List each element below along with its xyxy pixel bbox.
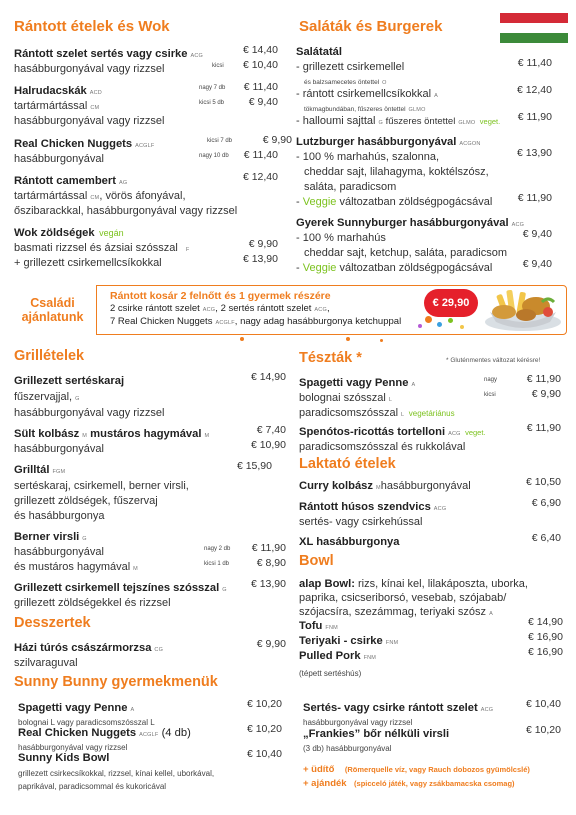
section-title-fried-wok: Rántott ételek és Wok xyxy=(14,18,170,35)
menu-item-sub: hasábburgonyával vagy rizzsel xyxy=(14,115,165,127)
menu-item-wok: Wok zöldségek vegán xyxy=(14,227,124,239)
hungarian-flag-icon xyxy=(500,13,568,43)
menu-item-note: (tépett sertéshús) xyxy=(299,669,362,678)
menu-item-sub: saláta, paradicsom xyxy=(304,181,397,193)
menu-item-salad-plate: Salátatál xyxy=(296,46,343,58)
menu-item-sub: - 100 % marhahús, szalonna, € 13,90 xyxy=(296,147,552,163)
menu-item-nuggets: Real Chicken Nuggets ACGLF kicsi 7 db € 9,90 xyxy=(14,134,292,150)
menu-item-sub: őszibarackkal, hasábburgonyával vagy rizzsel xyxy=(14,205,238,217)
menu-item-frankies: „Frankies” bőr nélküli virsli € 10,20 xyxy=(303,724,561,740)
menu-item-sub: sertéskaraj, csirkemell, berner virsli, xyxy=(14,480,189,492)
menu-item-kids-bowl: Sunny Kids Bowl € 10,40 xyxy=(18,748,282,764)
kids-extra-drink: + üdítő (Römerquelle víz, vagy Rauch dobozos gyümölcslé) xyxy=(303,764,530,775)
menu-item-sub: paradicsomszósszal L vegetáriánus xyxy=(299,407,455,419)
family-offer-title: Rántott kosár 2 felnőtt és 1 gyermek részére xyxy=(110,290,331,302)
menu-item-sub: - Veggie változatban zöldségpogácsával € 9,40 xyxy=(296,258,552,274)
menu-item-xl-fries: XL hasábburgonya € 6,40 xyxy=(299,532,561,548)
decor-dot xyxy=(380,339,383,342)
decor-dot xyxy=(425,316,432,323)
decor-dot xyxy=(448,318,453,323)
menu-item-sub: grillezett zöldségekkel és rizzsel xyxy=(14,597,171,609)
menu-item-note: (3 db) hasábburgonyával xyxy=(303,744,392,753)
menu-item-note: paprikával, paradicsommal és kukoricával xyxy=(18,782,167,791)
family-offer-label: Családi ajánlatunk xyxy=(9,285,97,335)
menu-item-sub: paradicsomszósszal és rukkolával xyxy=(299,441,466,453)
menu-item-grill-plate: Grilltál FGM € 15,90 xyxy=(14,460,272,476)
menu-item-sub: hasábburgonyával € 10,90 xyxy=(14,439,286,455)
menu-item-note: és balzsamecetes öntettel O xyxy=(304,79,387,86)
section-title-salads-burgers: Saláták és Burgerek xyxy=(299,18,443,35)
menu-item-sub: cheddar sajt, lilahagyma, koktélszósz, xyxy=(304,166,489,178)
menu-item-sandwich: Rántott húsos szendvics ACG € 6,90 xyxy=(299,497,561,513)
menu-item-kids-pasta: Spagetti vagy Penne A € 10,20 xyxy=(18,698,282,714)
menu-item-sub: sertés- vagy csirkehússal xyxy=(299,516,423,528)
menu-item-sub: tartármártással CM, vörös áfonyával, xyxy=(14,190,186,202)
family-offer-line-2: 7 Real Chicken Nuggets ACGLF, nagy adag hasábburgonya ketchuppal xyxy=(110,316,402,327)
menu-item-schnitzel: Rántott szelet sertés vagy csirke ACG € 14,40 xyxy=(14,44,278,60)
menu-item-teriyaki: Teriyaki - csirke FNM € 16,90 xyxy=(299,631,563,647)
food-basket-image xyxy=(478,282,568,334)
menu-item-note: grillezett csirkecsíkokkal, rizzsel, kínai kellel, uborkával, xyxy=(18,769,215,778)
menu-item-tortelloni: Spenótos-ricottás tortelloni ACG veget. € 11,90 xyxy=(299,422,561,438)
menu-item-tofu: Tofu FNM € 14,90 xyxy=(299,616,563,632)
section-title-desserts: Desszertek xyxy=(14,615,91,631)
decor-dot xyxy=(346,337,350,341)
menu-item-camembert: Rántott camembert AG € 12,40 xyxy=(14,171,278,187)
menu-item-fish-sticks: Halrudacskák ACD nagy 7 db € 11,40 xyxy=(14,81,278,97)
menu-item-sub: szójacsíra, szezámmag, teriyaki szósz A xyxy=(299,606,493,618)
menu-item-sub: paprika, csicseriborsó, vesebab, szójabab/ xyxy=(299,592,507,604)
menu-item-note: tökmagbundában, fűszeres öntettel GLMO xyxy=(304,106,426,113)
decor-dot xyxy=(240,337,244,341)
menu-item-sub: + grillezett csirkemellcsíkokkal € 13,90 xyxy=(14,253,278,269)
menu-item-kids-schnitzel: Sertés- vagy csirke rántott szelet ACG € 10,40 xyxy=(303,698,561,714)
menu-item-note: hasábburgonyával vagy rizzsel xyxy=(303,718,413,727)
section-title-filling: Laktató ételek xyxy=(299,456,396,472)
menu-item-kids-nuggets: Real Chicken Nuggets ACGLF (4 db) € 10,20 xyxy=(18,723,282,739)
menu-item-sub: hasábburgonyával vagy rizzsel kicsi € 10,40 xyxy=(14,59,278,75)
decor-dot xyxy=(418,324,422,328)
menu-item-note: hasábburgonyával vagy rizzsel xyxy=(18,743,128,752)
menu-item-sub: fűszervajjal, G xyxy=(14,391,80,403)
menu-item-sub: hasábburgonyával nagy 2 db € 11,90 xyxy=(14,542,286,558)
menu-item-chicken-breast: Grillezett csirkemell tejszínes szósszal G € 13,90 xyxy=(14,578,286,594)
section-title-pasta: Tészták * xyxy=(299,350,362,366)
menu-item-sausage: Sült kolbász M mustáros hagymával M € 7,40 xyxy=(14,424,286,440)
menu-item-sub: cheddar sajt, ketchup, saláta, paradicsom xyxy=(304,247,508,259)
menu-item-kaiserschmarrn: Házi túrós császármorzsa CG € 9,90 xyxy=(14,638,286,654)
menu-item-pulled-pork: Pulled Pork FNM € 16,90 xyxy=(299,646,563,662)
section-title-kids-menu: Sunny Bunny gyermekmenük xyxy=(14,674,218,690)
section-title-grill: Grillételek xyxy=(14,348,85,364)
family-offer-line-1: 2 csirke rántott szelet ACG, 2 sertés rántott szelet ACG, xyxy=(110,303,330,314)
menu-item-sub: hasábburgonyával nagy 10 db € 11,40 xyxy=(14,149,278,165)
menu-item-basic-bowl: alap Bowl: rizs, kínai kel, lilakáposzta, uborka, xyxy=(299,578,528,590)
menu-item-currywurst: Curry kolbász Mhasábburgonyával € 10,50 xyxy=(299,476,561,492)
menu-item-pork-loin: Grillezett sertéskaraj € 14,90 xyxy=(14,371,286,387)
menu-item-sub: tartármártással CM kicsi 5 db € 9,40 xyxy=(14,96,278,112)
menu-item-sub: - rántott csirkemellcsíkokkal A € 12,40 xyxy=(296,84,552,100)
menu-item-sub: basmati rizzsel és ázsiai szósszal F € 9,90 xyxy=(14,238,278,254)
menu-item-sub: szilvaraguval xyxy=(14,657,78,669)
decor-dot xyxy=(437,322,442,327)
menu-item-kids-burger: Gyerek Sunnyburger hasábburgonyával ACG xyxy=(296,217,525,229)
menu-item-sub: - halloumi sajttal G fűszeres öntettel GLMO veget. € 11,90 xyxy=(296,111,552,127)
menu-item-lutzburger: Lutzburger hasábburgonyával ACGON xyxy=(296,136,481,148)
menu-item-sub: grillezett zöldségek, fűszervaj xyxy=(14,495,158,507)
gluten-free-note: * Gluténmentes változat kérésre! xyxy=(446,357,541,364)
kids-extra-gift: + ajándék (spicceló játék, vagy zsákbamacska csomag) xyxy=(303,778,515,789)
family-offer-price-badge: € 29,90 xyxy=(424,289,478,317)
menu-item-berner: Berner virsli G xyxy=(14,531,87,543)
menu-item-sub: bolognai szósszal L kicsi € 9,90 xyxy=(299,388,561,404)
menu-item-sub: - Veggie változatban zöldségpogácsával € 11,90 xyxy=(296,192,552,208)
menu-item-sub: hasábburgonyával vagy rizzsel xyxy=(14,407,165,419)
menu-item-spaghetti: Spagetti vagy Penne A nagy € 11,90 xyxy=(299,373,561,389)
section-title-bowl: Bowl xyxy=(299,553,334,569)
menu-item-note: bolognai L vagy paradicsomszósszal L xyxy=(18,718,155,727)
menu-item-sub: - grillezett csirkemellel € 11,40 xyxy=(296,57,552,73)
menu-item-sub: és hasábburgonya xyxy=(14,510,105,522)
menu-item-sub: - 100 % marhahús € 9,40 xyxy=(296,228,552,244)
decor-dot xyxy=(460,325,464,329)
menu-item-sub: és mustáros hagymával M kicsi 1 db € 8,90 xyxy=(14,557,286,573)
